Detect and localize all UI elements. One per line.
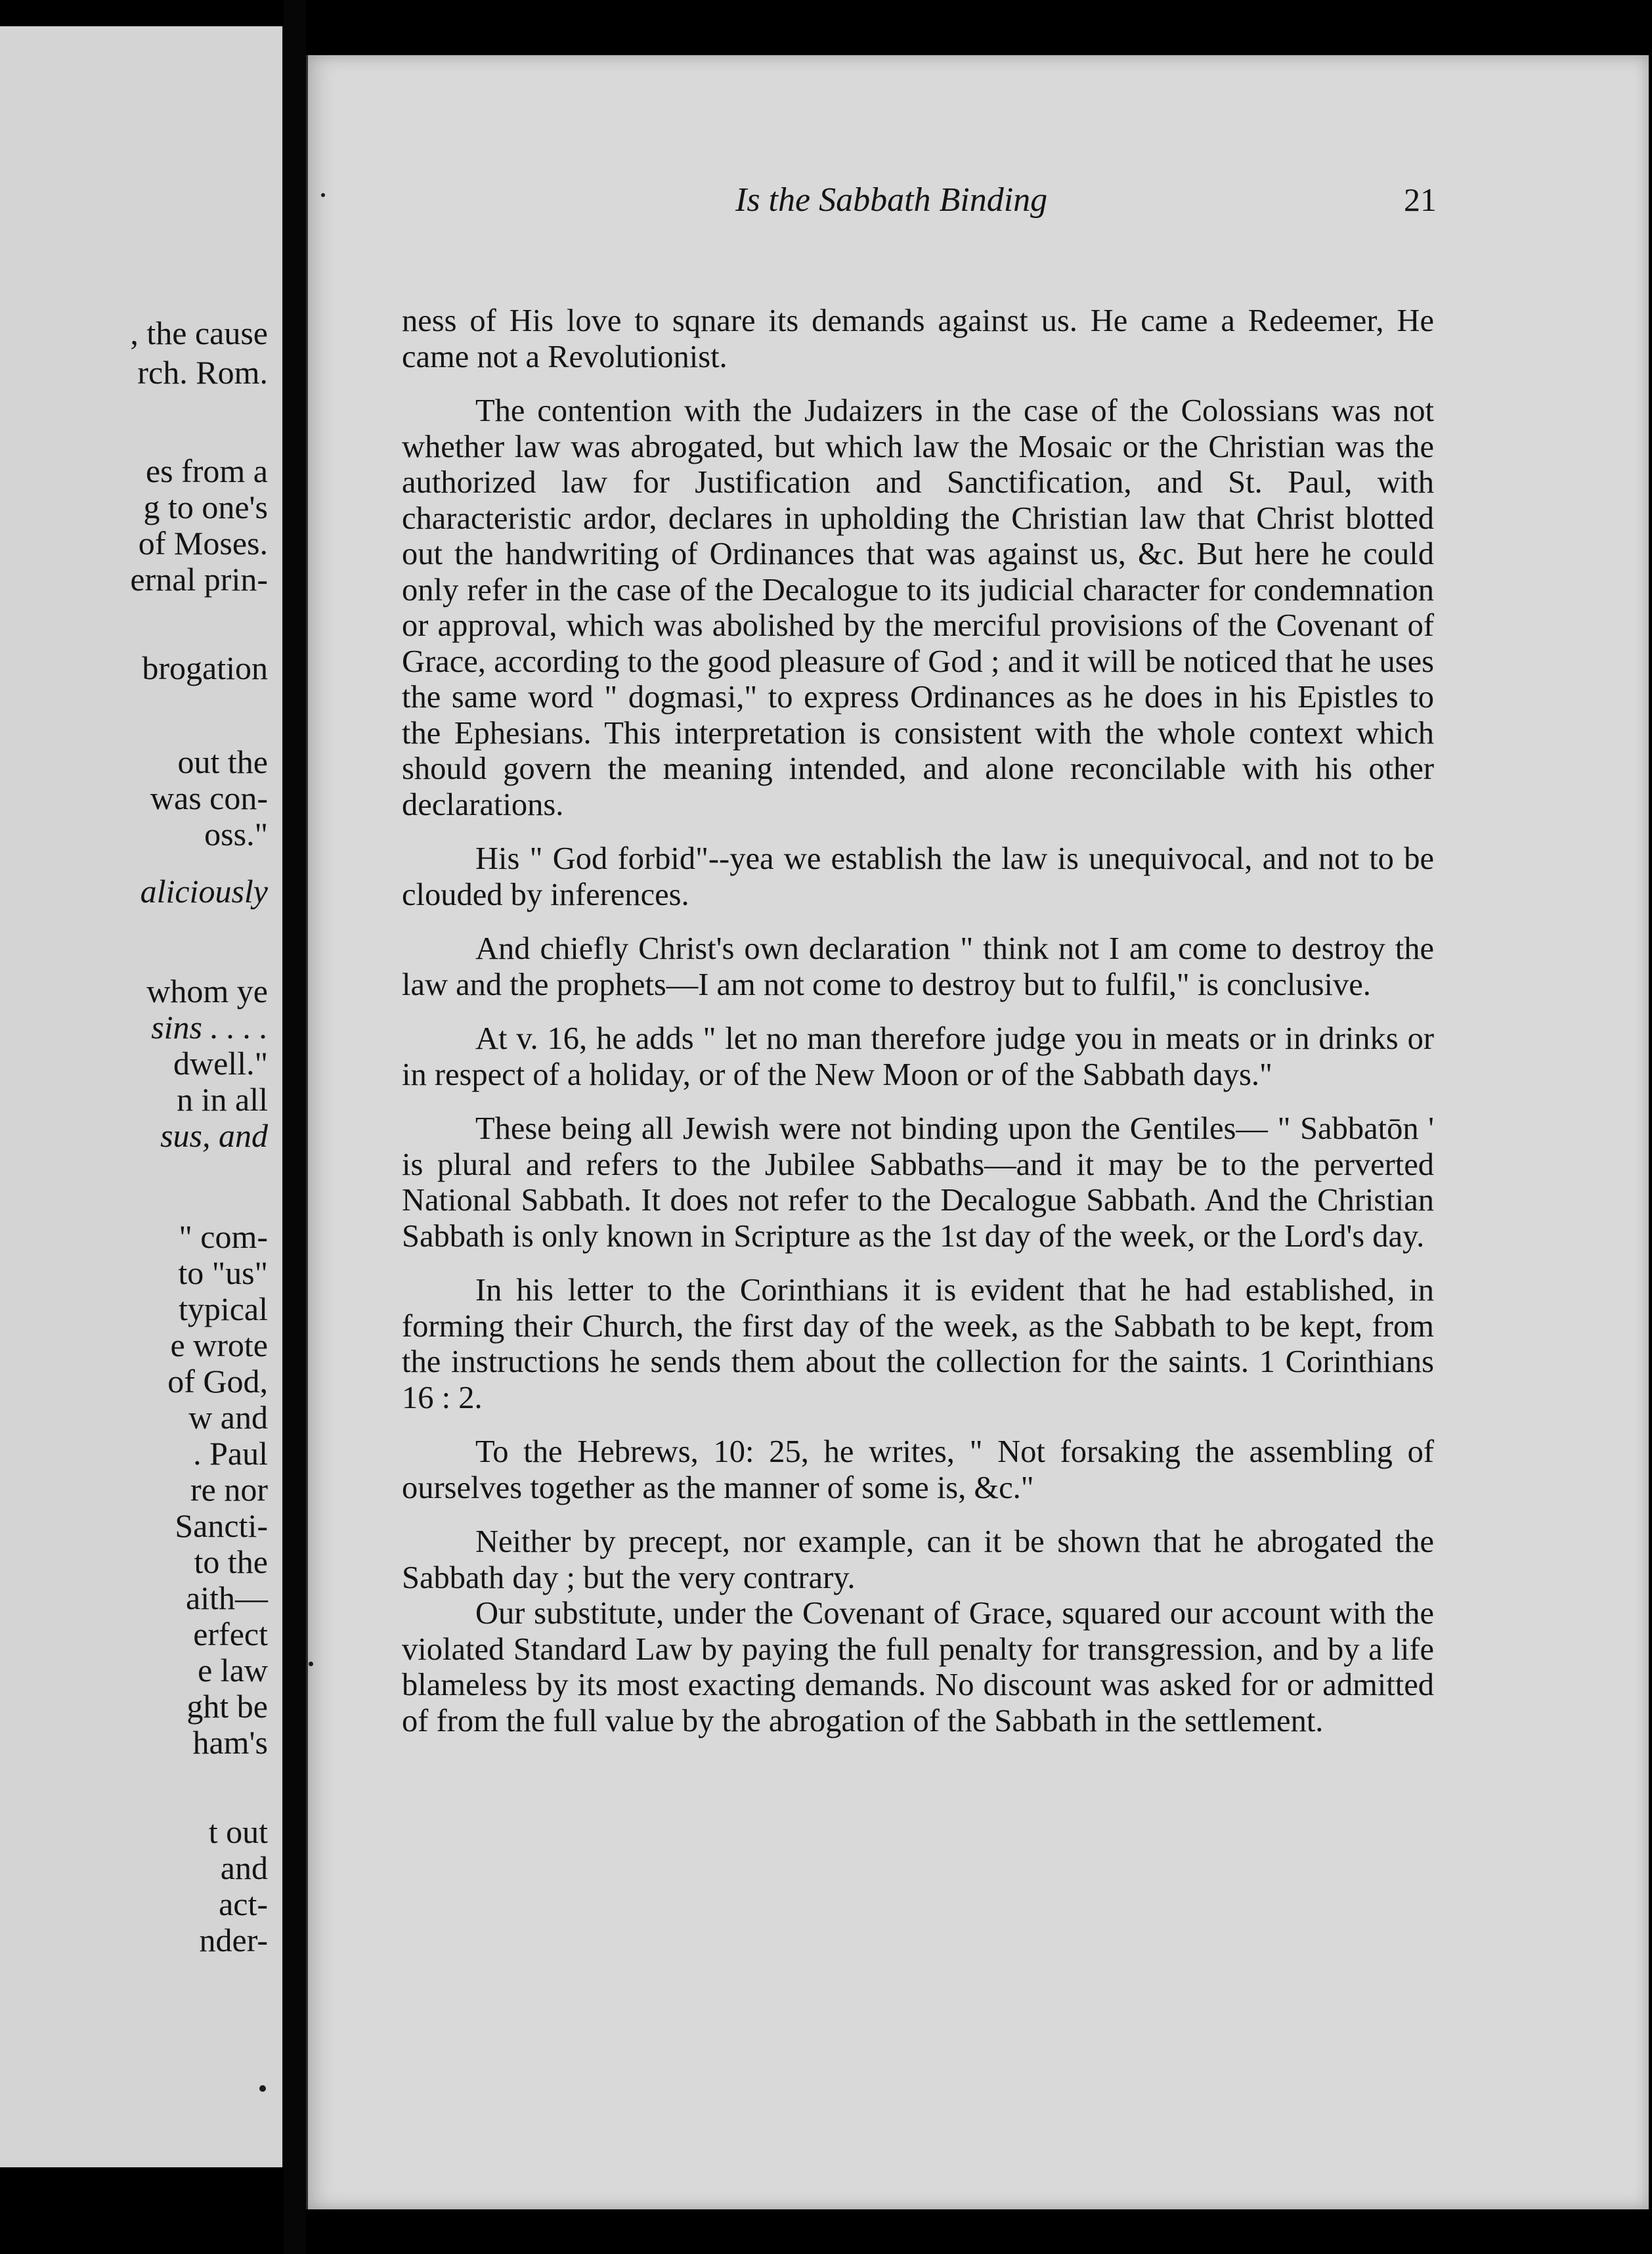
left-page-line: t out (208, 1813, 268, 1850)
paragraph: At v. 16, he adds " let no man therefore judge you in meats or in drinks or in respect of a holiday, or of the New Moon or of the Sabbath days." (402, 1021, 1434, 1092)
left-page-line: brogation (142, 650, 268, 686)
left-page-line: typical (178, 1291, 268, 1327)
left-page-line: re nor (190, 1471, 268, 1508)
left-page-line: sus, and (160, 1117, 268, 1154)
paragraph: These being all Jewish were not binding upon the Gentiles— " Sabbatōn ' is plural and refers to the Jubilee Sabbaths—and it may be to the perverted National Sabbath. It does not refer to the Decalogue Sabbath. And the Christian Sabbath is only known in Scripture as the 1st day of the week, or the Lord's day. (402, 1111, 1434, 1254)
left-page-line: , the cause (130, 315, 268, 351)
left-page-line: . Paul (193, 1435, 268, 1472)
left-facing-page (0, 26, 285, 2167)
left-page-line: oss." (204, 816, 268, 852)
left-page-line: ham's (192, 1724, 268, 1761)
left-page-line: erfect (193, 1616, 268, 1652)
left-page-line: and (220, 1849, 268, 1886)
page-number: 21 (1404, 181, 1437, 218)
left-page-line: whom ye (146, 973, 268, 1009)
left-page-line: nder- (199, 1922, 268, 1958)
paragraph: And chiefly Christ's own declaration " think not I am come to destroy the law and the prophets—I am not come to destroy but to fulfil," is conclusive. (402, 931, 1434, 1002)
paragraph: Neither by precept, nor example, can it be shown that he abrogated the Sabbath day ; but the very contrary. (402, 1524, 1434, 1595)
print-speck (321, 193, 325, 197)
book-gutter (284, 0, 306, 2254)
left-page-line: to the (194, 1543, 268, 1580)
left-page-line: n in all (177, 1081, 268, 1118)
left-page-line: act- (219, 1886, 268, 1922)
paragraph: ness of His love to sqnare its demands against us. He came a Redeemer, He came not a Revolutionist. (402, 303, 1434, 374)
left-page-line: of God, (167, 1363, 268, 1400)
running-title: Is the Sabbath Binding (735, 181, 1048, 219)
left-page-line: dwell." (173, 1045, 268, 1082)
left-page-line: g to one's (143, 489, 268, 525)
left-page-line: es from a (145, 453, 268, 489)
left-page-line: " com- (179, 1218, 268, 1255)
left-page-line: e wrote (170, 1327, 268, 1363)
paragraph: Our substitute, under the Covenant of Grace, squared our account with the violated Standard Law by paying the full penalty for transgression, and by a life blameless by its most exacting demands. No discount was asked for or admitted of from the full value by the abrogation of the Sabbath in the settlement. (402, 1596, 1434, 1738)
page-body (402, 303, 1434, 1757)
left-page-line: of Moses. (138, 525, 268, 562)
left-page-line: Sancti- (175, 1507, 268, 1544)
left-page-line: ght be (186, 1688, 268, 1725)
left-page-line: rch. Rom. (137, 354, 268, 391)
left-page-line: aliciously (140, 873, 268, 910)
left-page-line: to "us" (178, 1254, 268, 1291)
print-speck (309, 1662, 313, 1666)
left-page-line: ernal prin- (130, 561, 268, 598)
left-page-line: e law (198, 1652, 268, 1689)
paragraph: To the Hebrews, 10: 25, he writes, " Not forsaking the assembling of ourselves together as the manner of some is, &c." (402, 1434, 1434, 1505)
print-speck (259, 2085, 266, 2092)
left-page-line: out the (177, 743, 268, 780)
left-page-line: was con- (150, 780, 268, 816)
paragraph: The contention with the Judaizers in the case of the Colossians was not whether law was abrogated, but which law the Mosaic or the Christian was the authorized law for Justification and Sanctification, and St. Paul, with characteristic ardor, declares in upholding the Christian law that Christ blotted out the handwriting of Ordinances that was against us, &c. But here he could only refer in the case of the Decalogue to its judicial character for condemnation or approval, which was abolished by the merciful provisions of the Covenant of Grace, according to the good pleasure of God ; and it will be noticed that he uses the same word " dogmasi," to express Ordinances as he does in his Epistles to the Ephesians. This interpretation is consistent with the whole context which should govern the meaning intended, and alone reconcilable with his other declarations. (402, 393, 1434, 822)
left-page-line: sins . . . . (151, 1009, 268, 1046)
paragraph: His " God forbid"--yea we establish the law is unequivocal, and not to be clouded by inferences. (402, 841, 1434, 912)
left-page-line: w and (188, 1399, 268, 1436)
paragraph: In his letter to the Corinthians it is evident that he had established, in forming their Church, the first day of the week, as the Sabbath to be kept, from the instructions he sends them about the collection for the saints. 1 Corinthians 16 : 2. (402, 1273, 1434, 1415)
left-page-line: aith— (186, 1580, 268, 1616)
